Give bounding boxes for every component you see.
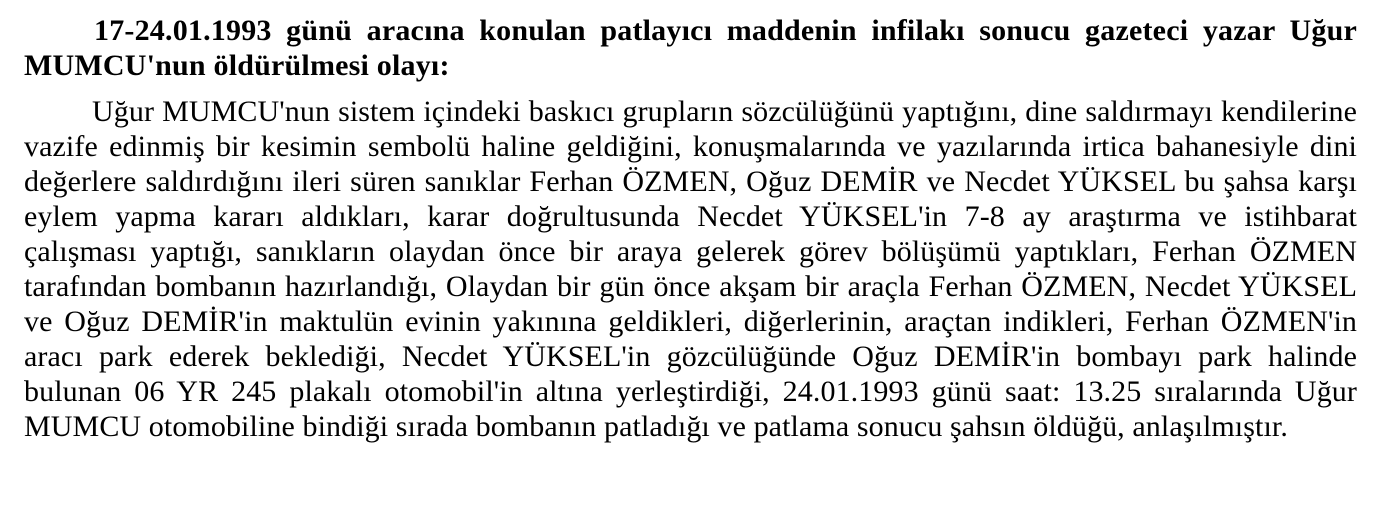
document-paragraph: Uğur MUMCU'nun sistem içindeki baskıcı grupların sözcülüğünü yaptığını, dine saldırmayı kendilerine vazife edinmiş bir kesimin sembolü haline geldiğini, konuşmalarında ve yazılarında irtica bahanesiyle dini değerlere saldırdığını ileri süren sanıklar Ferhan ÖZMEN, Oğuz DEMİR ve Necdet YÜKSEL bu şahsa karşı eylem yapma kararı aldıkları, karar doğrultusunda Necdet YÜKSEL'in 7-8 ay araştırma ve istihbarat çalışması yaptığı, sanıkların olaydan önce bir araya gelerek görev bölüşümü yaptıkları, Ferhan ÖZMEN tarafından bombanın hazırlandığı, Olaydan bir gün önce akşam bir araçla Ferhan ÖZMEN, Necdet YÜKSEL ve Oğuz DEMİR'in maktulün evinin yakınına geldikleri, diğerlerinin, araçtan indikleri, Ferhan ÖZMEN'in aracı park ederek beklediği, Necdet YÜKSEL'in gözcülüğünde Oğuz DEMİR'in bombayı park halinde bulunan 06 YR 245 plakalı otomobil'in altına yerleştirdiği, 24.01.1993 günü saat: 13.25 sıralarında Uğur MUMCU otomobiline bindiği sırada bombanın patladığı ve patlama sonucu şahsın öldüğü, anlaşılmıştır. [24,95,1357,443]
document-heading: 17-24.01.1993 günü aracına konulan patlayıcı maddenin infilakı sonucu gazeteci yazar Uğur MUMCU'nun öldürülmesi olayı: [24,14,1357,82]
